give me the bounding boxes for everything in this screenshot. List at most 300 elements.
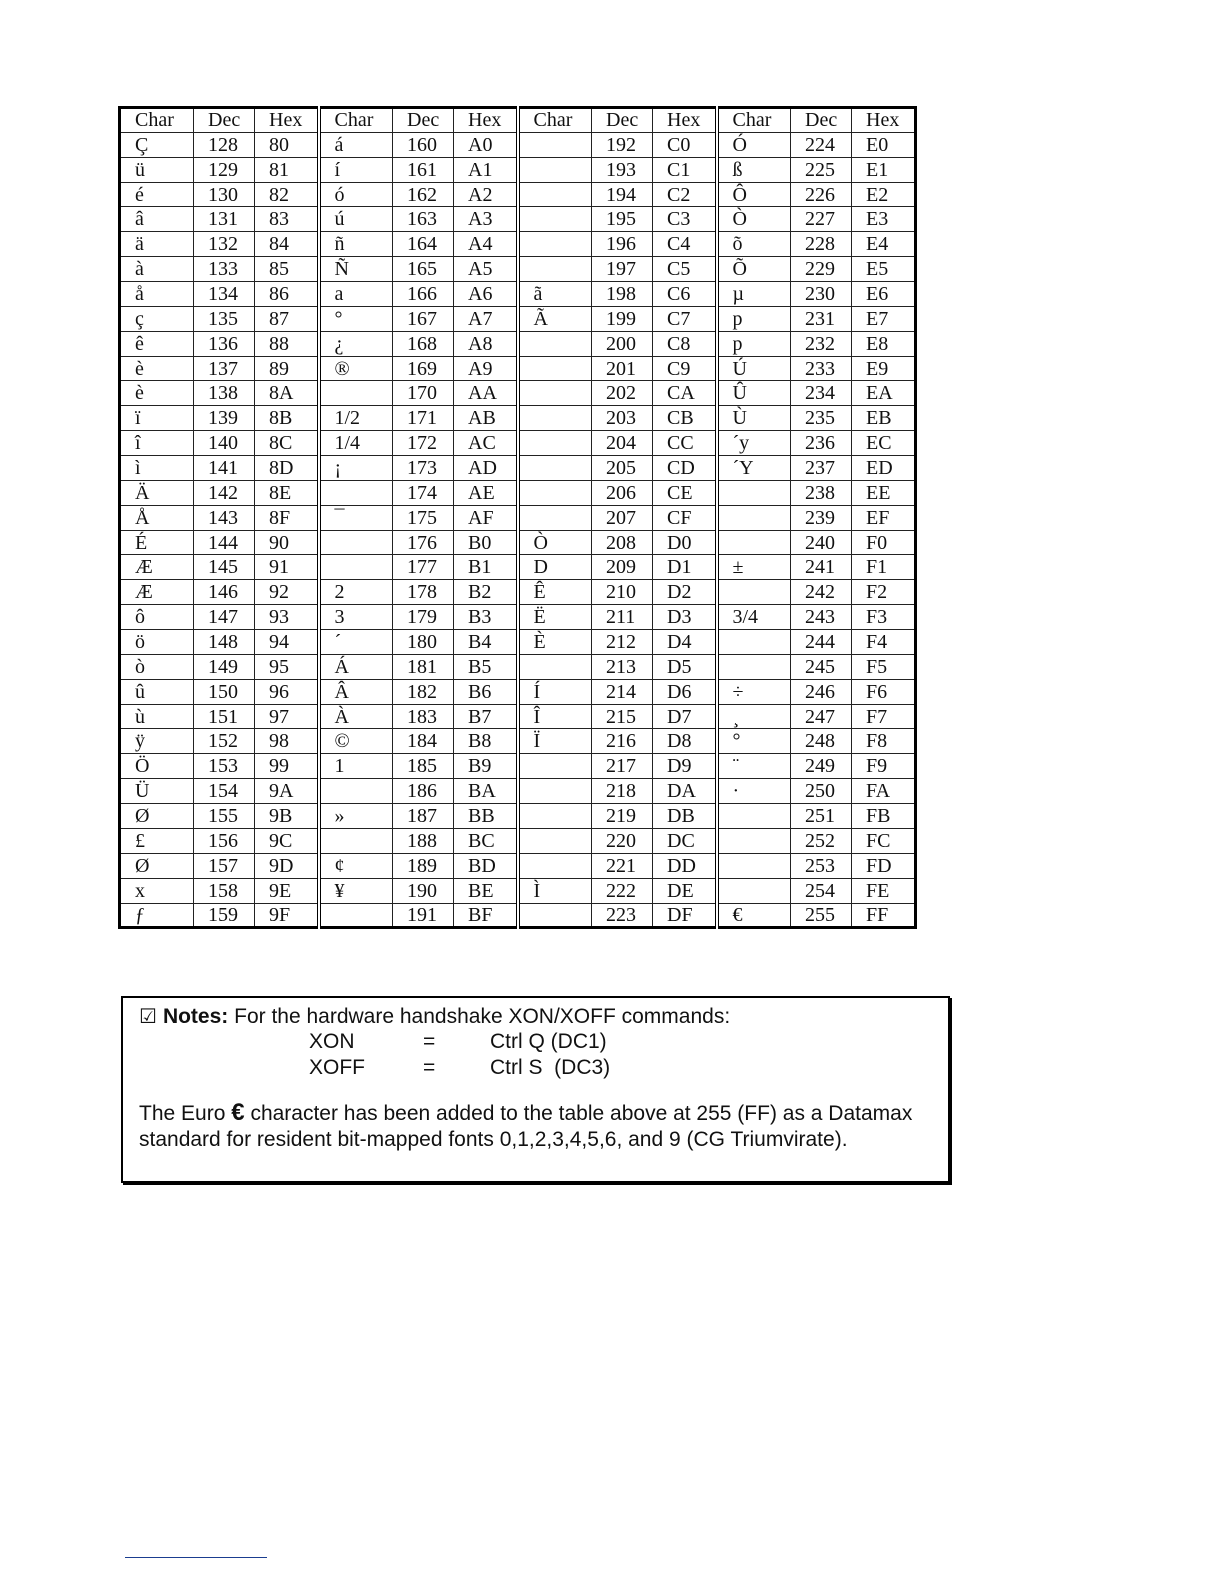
char-cell: ° [319,306,393,331]
hex-cell: 85 [255,257,319,282]
char-cell: ù [120,704,194,729]
table-row [120,754,916,779]
dec-cell: 197 [592,257,653,282]
dec-cell: 158 [194,878,255,903]
dec-cell: 248 [791,729,852,754]
hex-cell: A2 [454,182,518,207]
dec-cell: 183 [393,704,454,729]
table-row [120,282,916,307]
dec-cell: 244 [791,630,852,655]
char-cell: Å [120,505,194,530]
char-cell [717,878,791,903]
char-cell: Ï [518,729,592,754]
dec-cell: 221 [592,853,653,878]
char-cell: Í [518,679,592,704]
char-cell: è [120,381,194,406]
column-header-dec: Dec [194,108,255,133]
table-row [120,729,916,754]
table-row [120,406,916,431]
extended-character-table [118,106,917,929]
column-header-char: Char [120,108,194,133]
char-cell [518,853,592,878]
char-cell: Ô [717,182,791,207]
hex-cell: 8D [255,456,319,481]
table-row [120,878,916,903]
hex-cell: 83 [255,207,319,232]
dec-cell: 173 [393,456,454,481]
hex-cell: AD [454,456,518,481]
dec-cell: 186 [393,779,454,804]
hex-cell: F1 [852,555,916,580]
char-cell: è [120,356,194,381]
char-cell [518,157,592,182]
hex-cell: 8A [255,381,319,406]
char-cell: Ø [120,804,194,829]
dec-cell: 188 [393,828,454,853]
hex-cell: AF [454,505,518,530]
dec-cell: 253 [791,853,852,878]
hex-cell: B9 [454,754,518,779]
dec-cell: 162 [393,182,454,207]
char-cell: Ø [120,853,194,878]
dec-cell: 170 [393,381,454,406]
dec-cell: 230 [791,282,852,307]
column-header-hex: Hex [454,108,518,133]
column-header-dec: Dec [592,108,653,133]
hex-cell: F5 [852,654,916,679]
hex-cell: 95 [255,654,319,679]
table-row [120,381,916,406]
char-cell: Ê [518,580,592,605]
hex-cell: D6 [653,679,717,704]
hex-cell: EE [852,480,916,505]
table-row [120,605,916,630]
char-cell: ¡ [319,456,393,481]
table-row [120,580,916,605]
char-cell: ç [120,306,194,331]
euro-icon: € [231,1099,245,1126]
hex-cell: 91 [255,555,319,580]
hex-cell: C7 [653,306,717,331]
dec-cell: 227 [791,207,852,232]
hex-cell: C5 [653,257,717,282]
dec-cell: 224 [791,132,852,157]
dec-cell: 166 [393,282,454,307]
hex-cell: 8E [255,480,319,505]
table-row [120,853,916,878]
dec-cell: 138 [194,381,255,406]
dec-cell: 218 [592,779,653,804]
hex-cell: B0 [454,530,518,555]
hex-cell: 98 [255,729,319,754]
table-row [120,257,916,282]
char-cell: Ó [717,132,791,157]
char-cell: É [120,530,194,555]
char-cell [319,530,393,555]
xoff-equals: = [423,1056,436,1079]
char-cell: x [120,878,194,903]
char-cell: 1/4 [319,431,393,456]
hex-cell: A6 [454,282,518,307]
hex-cell: DE [653,878,717,903]
dec-cell: 241 [791,555,852,580]
char-cell: Ö [120,754,194,779]
char-cell: ° [717,729,791,754]
hex-cell: 80 [255,132,319,157]
char-cell: Î [518,704,592,729]
dec-cell: 207 [592,505,653,530]
char-cell: ö [120,630,194,655]
xon-equals: = [423,1030,436,1053]
table-row [120,828,916,853]
char-cell: Á [319,654,393,679]
char-cell: ¥ [319,878,393,903]
char-cell [717,828,791,853]
char-cell [319,903,393,928]
dec-cell: 205 [592,456,653,481]
xoff-value: Ctrl S (DC3) [490,1056,611,1079]
dec-cell: 140 [194,431,255,456]
dec-cell: 229 [791,257,852,282]
dec-cell: 250 [791,779,852,804]
dec-cell: 179 [393,605,454,630]
dec-cell: 134 [194,282,255,307]
dec-cell: 203 [592,406,653,431]
dec-cell: 146 [194,580,255,605]
dec-cell: 139 [194,406,255,431]
char-cell: £ [120,828,194,853]
table-row [120,654,916,679]
hex-cell: E1 [852,157,916,182]
dec-cell: 143 [194,505,255,530]
char-cell [518,828,592,853]
table-row [120,306,916,331]
char-cell [717,480,791,505]
char-cell [319,480,393,505]
char-cell: Ò [518,530,592,555]
dec-cell: 193 [592,157,653,182]
notes-label: Notes: [162,1005,229,1028]
hex-cell: 9D [255,853,319,878]
dec-cell: 231 [791,306,852,331]
hex-cell: D1 [653,555,717,580]
hex-cell: C3 [653,207,717,232]
hex-cell: 8C [255,431,319,456]
hex-cell: D0 [653,530,717,555]
hex-cell: F6 [852,679,916,704]
dec-cell: 223 [592,903,653,928]
dec-cell: 132 [194,232,255,257]
hex-cell: E8 [852,331,916,356]
hex-cell: E2 [852,182,916,207]
dec-cell: 145 [194,555,255,580]
char-cell: ô [120,605,194,630]
dec-cell: 163 [393,207,454,232]
dec-cell: 216 [592,729,653,754]
char-cell: é [120,182,194,207]
char-cell: ó [319,182,393,207]
dec-cell: 174 [393,480,454,505]
dec-cell: 236 [791,431,852,456]
dec-cell: 200 [592,331,653,356]
char-cell: Û [717,381,791,406]
table-row [120,331,916,356]
dec-cell: 181 [393,654,454,679]
char-cell: Ã [518,306,592,331]
char-cell: © [319,729,393,754]
table-row [120,356,916,381]
char-cell [518,480,592,505]
hex-cell: CF [653,505,717,530]
char-cell [518,331,592,356]
dec-cell: 144 [194,530,255,555]
char-cell: Æ [120,580,194,605]
hex-cell: A0 [454,132,518,157]
dec-cell: 148 [194,630,255,655]
hex-cell: FE [852,878,916,903]
dec-cell: 168 [393,331,454,356]
char-cell: ä [120,232,194,257]
char-cell [518,456,592,481]
hex-cell: 8B [255,406,319,431]
dec-cell: 156 [194,828,255,853]
hex-cell: 84 [255,232,319,257]
char-cell: ¢ [319,853,393,878]
hex-cell: A8 [454,331,518,356]
char-cell: ´Y [717,456,791,481]
dec-cell: 225 [791,157,852,182]
hex-cell: 90 [255,530,319,555]
hex-cell: 9A [255,779,319,804]
notes-intro-text: For the hardware handshake XON/XOFF commands: [234,1005,731,1028]
hex-cell: CD [653,456,717,481]
hex-cell: D8 [653,729,717,754]
dec-cell: 184 [393,729,454,754]
hex-cell: B5 [454,654,518,679]
hex-cell: 94 [255,630,319,655]
dec-cell: 192 [592,132,653,157]
dec-cell: 154 [194,779,255,804]
dec-cell: 194 [592,182,653,207]
footnote-rule [125,1557,267,1558]
char-cell: Ú [717,356,791,381]
dec-cell: 196 [592,232,653,257]
dec-cell: 251 [791,804,852,829]
hex-cell: A1 [454,157,518,182]
dec-cell: 215 [592,704,653,729]
char-cell [518,207,592,232]
table-row [120,157,916,182]
dec-cell: 233 [791,356,852,381]
table-row [120,505,916,530]
char-cell: µ [717,282,791,307]
hex-cell: F3 [852,605,916,630]
hex-cell: E4 [852,232,916,257]
char-cell: Ë [518,605,592,630]
dec-cell: 202 [592,381,653,406]
hex-cell: B1 [454,555,518,580]
dec-cell: 212 [592,630,653,655]
dec-cell: 214 [592,679,653,704]
hex-cell: F4 [852,630,916,655]
char-cell: Æ [120,555,194,580]
hex-cell: E5 [852,257,916,282]
char-cell: ì [120,456,194,481]
hex-cell: A5 [454,257,518,282]
euro-note-start: The Euro [139,1102,226,1125]
dec-cell: 149 [194,654,255,679]
hex-cell: A3 [454,207,518,232]
hex-cell: B2 [454,580,518,605]
char-cell: Ù [717,406,791,431]
hex-cell: 9E [255,878,319,903]
hex-cell: CE [653,480,717,505]
hex-cell: BA [454,779,518,804]
char-cell [717,580,791,605]
hex-cell: B8 [454,729,518,754]
table-row [120,804,916,829]
dec-cell: 220 [592,828,653,853]
char-cell: ¯ [319,505,393,530]
char-cell [319,828,393,853]
char-cell: p [717,331,791,356]
char-cell [717,505,791,530]
hex-cell: EA [852,381,916,406]
dec-cell: 199 [592,306,653,331]
char-cell: õ [717,232,791,257]
char-cell: ´ [319,630,393,655]
dec-cell: 180 [393,630,454,655]
hex-cell: C2 [653,182,717,207]
hex-cell: 96 [255,679,319,704]
hex-cell: EB [852,406,916,431]
char-cell [518,356,592,381]
char-cell: ê [120,331,194,356]
dec-cell: 189 [393,853,454,878]
char-cell: · [717,779,791,804]
dec-cell: 155 [194,804,255,829]
column-header-char: Char [319,108,393,133]
dec-cell: 201 [592,356,653,381]
hex-cell: C0 [653,132,717,157]
dec-cell: 242 [791,580,852,605]
hex-cell: DC [653,828,717,853]
hex-cell: 81 [255,157,319,182]
hex-cell: FD [852,853,916,878]
char-cell [717,530,791,555]
euro-note [139,1100,929,1153]
dec-cell: 178 [393,580,454,605]
table-row [120,530,916,555]
table-row [120,779,916,804]
hex-cell: C6 [653,282,717,307]
dec-cell: 190 [393,878,454,903]
table-row [120,679,916,704]
hex-cell: 99 [255,754,319,779]
hex-cell: EC [852,431,916,456]
hex-cell: AB [454,406,518,431]
hex-cell: AA [454,381,518,406]
dec-cell: 142 [194,480,255,505]
char-cell: Ì [518,878,592,903]
dec-cell: 169 [393,356,454,381]
char-cell: â [120,207,194,232]
char-cell [717,853,791,878]
hex-cell: FC [852,828,916,853]
hex-cell: DB [653,804,717,829]
dec-cell: 226 [791,182,852,207]
hex-cell: C4 [653,232,717,257]
table-row [120,431,916,456]
char-cell: ñ [319,232,393,257]
dec-cell: 165 [393,257,454,282]
char-cell: ± [717,555,791,580]
dec-cell: 235 [791,406,852,431]
column-header-dec: Dec [393,108,454,133]
hex-cell: ED [852,456,916,481]
xoff-name: XOFF [309,1056,365,1079]
char-cell: ´y [717,431,791,456]
hex-cell: 89 [255,356,319,381]
dec-cell: 255 [791,903,852,928]
hex-cell: F2 [852,580,916,605]
char-cell: Ñ [319,257,393,282]
hex-cell: E7 [852,306,916,331]
dec-cell: 151 [194,704,255,729]
char-cell [518,505,592,530]
char-cell: ® [319,356,393,381]
xon-value: Ctrl Q (DC1) [490,1030,607,1053]
char-cell [518,132,592,157]
dec-cell: 195 [592,207,653,232]
hex-cell: D3 [653,605,717,630]
column-header-char: Char [518,108,592,133]
dec-cell: 228 [791,232,852,257]
dec-cell: 129 [194,157,255,182]
char-cell: à [120,257,194,282]
char-cell: ƒ [120,903,194,928]
char-cell: È [518,630,592,655]
dec-cell: 177 [393,555,454,580]
char-cell: Ò [717,207,791,232]
dec-cell: 175 [393,505,454,530]
dec-cell: 131 [194,207,255,232]
dec-cell: 167 [393,306,454,331]
table-row [120,630,916,655]
char-cell: D [518,555,592,580]
char-cell [717,804,791,829]
hex-cell: FF [852,903,916,928]
euro-note-rest: character has been added to the table above at 255 (FF) as a Datamax standard for resident bit-mapped fonts 0,1,2,3,4,5,6, and 9 (CG Triumvirate). [139,1102,913,1151]
column-header-hex: Hex [255,108,319,133]
dec-cell: 204 [592,431,653,456]
dec-cell: 222 [592,878,653,903]
hex-cell: A9 [454,356,518,381]
dec-cell: 213 [592,654,653,679]
hex-cell: F0 [852,530,916,555]
dec-cell: 171 [393,406,454,431]
dec-cell: 211 [592,605,653,630]
dec-cell: 187 [393,804,454,829]
char-cell: 3/4 [717,605,791,630]
char-cell: û [120,679,194,704]
char-cell: € [717,903,791,928]
hex-cell: 82 [255,182,319,207]
dec-cell: 159 [194,903,255,928]
hex-cell: 9B [255,804,319,829]
dec-cell: 210 [592,580,653,605]
dec-cell: 137 [194,356,255,381]
